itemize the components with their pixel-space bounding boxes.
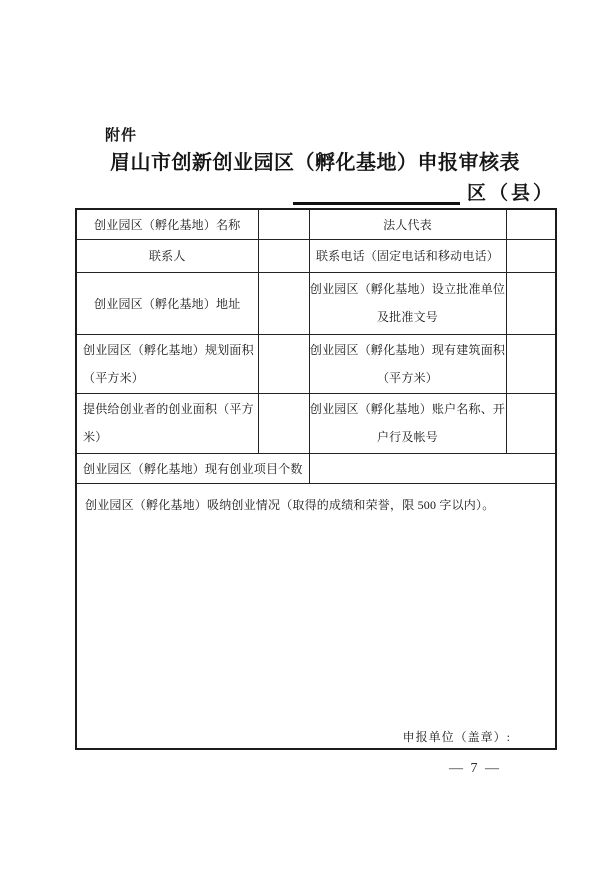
label-line: 创业园区（孵化基地）现有建筑面积 xyxy=(309,342,506,357)
label-line: 户行及帐号 xyxy=(376,430,438,444)
field-label-existing-building-area xyxy=(309,334,506,393)
field-value-entrepreneur-area xyxy=(258,393,309,453)
attachment-label: 附件 xyxy=(105,128,138,144)
field-value-park-name xyxy=(258,209,309,239)
field-label-park-address: 创业园区（孵化基地）地址 xyxy=(76,272,258,334)
row-planned-area xyxy=(76,334,556,393)
stamp-label: 申报单位（盖章）: xyxy=(402,730,511,744)
label-line: （平方米） xyxy=(83,370,145,385)
label-line: 提供给创业者的创业面积（平方 xyxy=(83,402,254,416)
label-line: 及批准文号 xyxy=(376,310,438,324)
field-value-approval-authority xyxy=(506,272,556,334)
label-line: （平方米） xyxy=(376,370,438,385)
label-line: 创业园区（孵化基地）设立批准单位 xyxy=(309,282,506,296)
field-label-contact-phone: 联系电话（固定电话和移动电话） xyxy=(309,239,506,272)
field-label-approval-authority xyxy=(309,272,506,334)
row-entrepreneur-area xyxy=(76,393,556,453)
region-suffix-label: 区（县） xyxy=(466,183,555,204)
field-value-existing-building-area xyxy=(506,334,556,393)
field-value-contact-phone xyxy=(506,239,556,272)
row-project-count xyxy=(76,453,556,483)
region-line xyxy=(75,178,555,205)
label-line: 创业园区（孵化基地）账户名称、开 xyxy=(309,402,506,416)
field-label-bank-account xyxy=(309,393,506,453)
field-value-park-address xyxy=(258,272,309,334)
application-form-table xyxy=(75,208,557,750)
field-value-contact-person xyxy=(258,239,309,272)
region-blank-underline xyxy=(293,183,460,205)
field-label-legal-representative: 法人代表 xyxy=(309,209,506,239)
absorption-description-text: 创业园区（孵化基地）吸纳创业情况（取得的成绩和荣誉，限 500 字以内）。 xyxy=(85,497,495,512)
row-absorption-description xyxy=(76,483,556,749)
label-line: 创业园区（孵化基地）规划面积 xyxy=(83,342,254,357)
page-title: 眉山市创新创业园区（孵化基地）申报审核表 xyxy=(110,152,520,174)
field-label-park-name: 创业园区（孵化基地）名称 xyxy=(76,209,258,239)
field-label-contact-person: 联系人 xyxy=(76,239,258,272)
row-contact xyxy=(76,239,556,272)
field-value-bank-account xyxy=(506,393,556,453)
field-absorption-description xyxy=(76,483,556,749)
field-label-planned-area xyxy=(76,334,258,393)
field-value-legal-representative xyxy=(506,209,556,239)
page-number: — 7 — xyxy=(449,761,501,776)
field-label-project-count: 创业园区（孵化基地）现有创业项目个数 xyxy=(76,453,309,483)
label-line: 米） xyxy=(83,430,108,444)
field-value-planned-area xyxy=(258,334,309,393)
field-label-entrepreneur-area xyxy=(76,393,258,453)
field-value-project-count xyxy=(309,453,556,483)
row-park-name xyxy=(76,209,556,239)
row-address xyxy=(76,272,556,334)
